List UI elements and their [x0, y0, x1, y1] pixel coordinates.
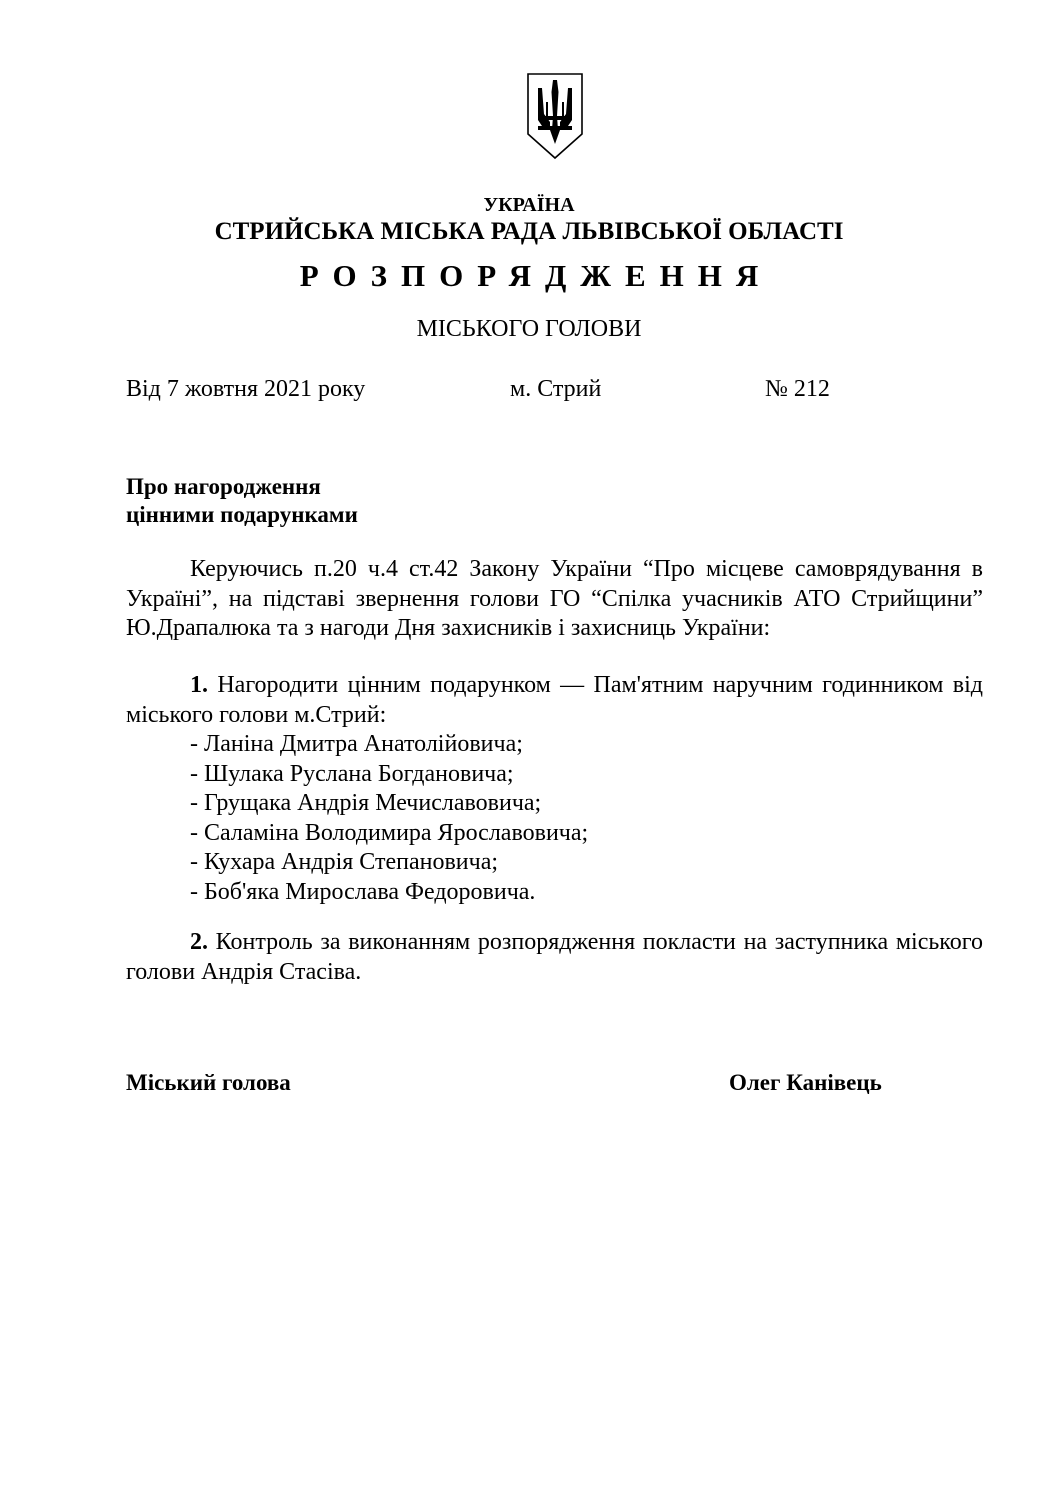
item-2-text: Контроль за виконанням розпорядження покласти на заступника міського голови Андрія Стасіва. [126, 929, 983, 985]
item-1-number: 1. [190, 672, 208, 698]
recipient-item: - Саламіна Володимира Ярославовича; [190, 819, 589, 846]
item-1-paragraph [126, 671, 983, 730]
recipient-item: - Грущака Андрія Мечиславовича; [190, 790, 542, 816]
recipients-list [190, 730, 588, 907]
preamble-paragraph [126, 555, 983, 644]
document-date: Від 7 жовтня 2021 року [126, 376, 366, 402]
document-number: № 212 [765, 376, 830, 402]
trident-coat-of-arms-icon [526, 72, 584, 160]
item-1-text: Нагородити цінним подарунком — Пам'ятним наручним годинником від міського голови м.Стрий: [126, 672, 984, 728]
document-type-heading: РОЗПОРЯДЖЕННЯ [299, 258, 773, 293]
preamble-text: Керуючись п.20 ч.4 ст.42 Закону України “Про місцеве самоврядування в Україні”, на підставі звернення голови ГО “Спілка учасників АТО Стрийщини” Ю.Драпалюка та з нагоди Дня захисників і захисниць України: [126, 556, 983, 641]
signature-position: Міський голова [126, 1070, 291, 1095]
country-heading: УКРАЇНА [483, 194, 575, 216]
recipient-item: - Боб'яка Мирослава Федоровича. [190, 878, 536, 905]
document-subject [126, 473, 358, 529]
signature-name: Олег Канівець [729, 1070, 882, 1095]
item-2-paragraph [126, 928, 983, 987]
recipient-item: - Шулака Руслана Богдановича; [190, 760, 514, 787]
item-2-number: 2. [190, 929, 208, 955]
issuer-heading: МІСЬКОГО ГОЛОВИ [416, 316, 642, 342]
council-heading: СТРИЙСЬКА МІСЬКА РАДА ЛЬВІВСЬКОЇ ОБЛАСТІ [214, 218, 844, 245]
recipient-item: - Кухара Андрія Степановича; [190, 849, 499, 875]
recipient-item: - Ланіна Дмитра Анатолійовича; [190, 731, 523, 757]
subject-line: цінними подарунками [126, 502, 358, 527]
document-place: м. Стрий [510, 376, 602, 402]
subject-line: Про нагородження [126, 474, 321, 499]
